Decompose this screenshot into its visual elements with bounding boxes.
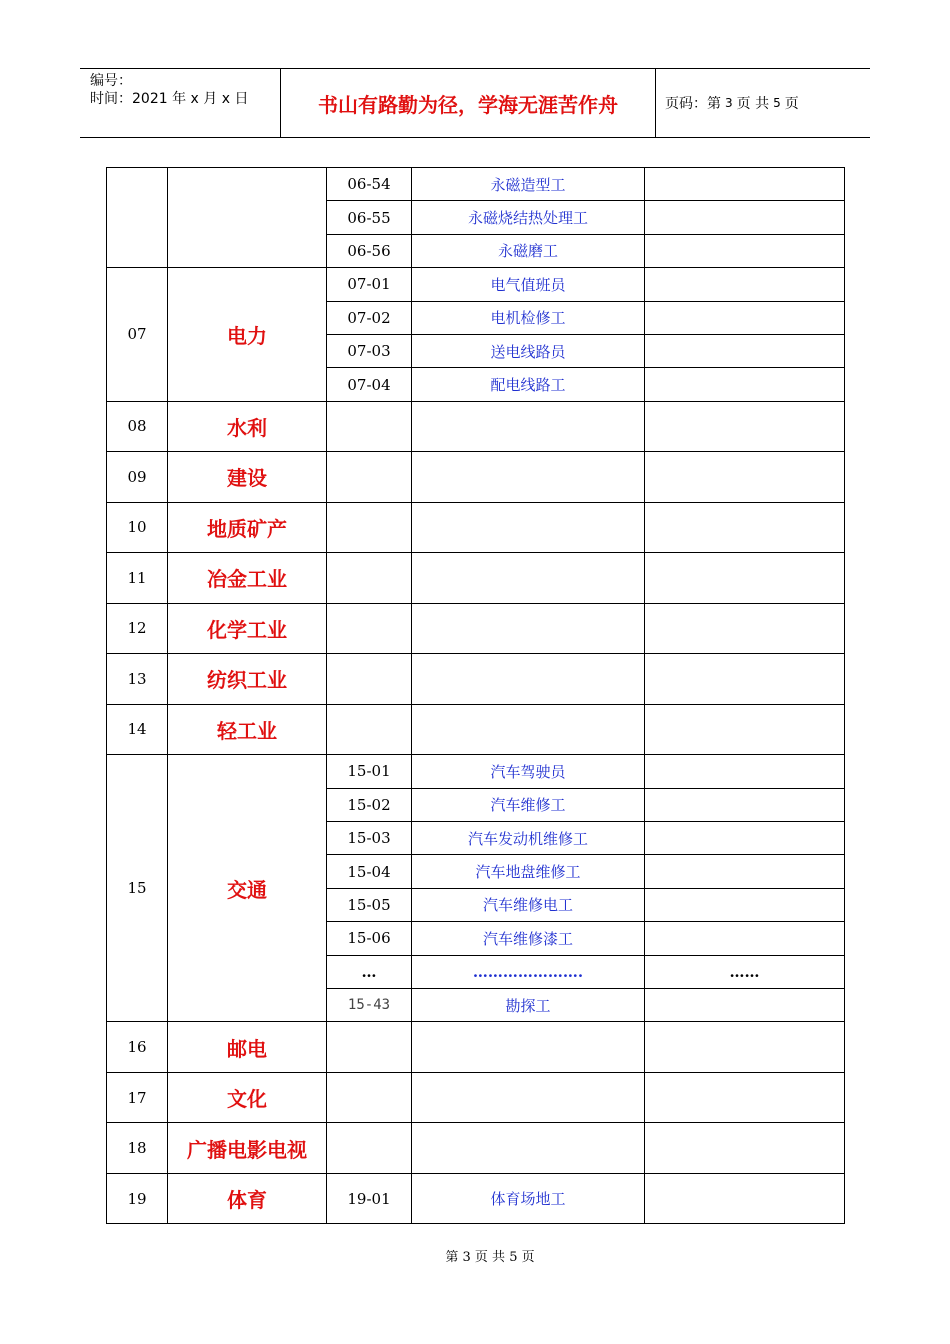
category-code: 17: [107, 1072, 168, 1123]
table-row: [107, 452, 845, 503]
job-title: [412, 1123, 645, 1174]
table-row: [107, 654, 845, 705]
extra-ellipsis: ……: [645, 955, 845, 988]
header-motto: 书山有路勤为径，学海无涯苦作舟: [281, 69, 656, 137]
job-title: 汽车发动机维修工: [412, 822, 645, 855]
table-row: [107, 1173, 845, 1224]
sub-code: 19-01: [327, 1173, 412, 1224]
extra-cell: [645, 855, 845, 888]
sub-code: [327, 401, 412, 452]
job-title: 永磁烧结热处理工: [412, 201, 645, 234]
category-code: 11: [107, 553, 168, 604]
category-name-cell: [168, 168, 327, 268]
job-title: 汽车维修工: [412, 788, 645, 821]
table-row: [107, 704, 845, 755]
extra-cell: [645, 788, 845, 821]
sub-code: 15-01: [327, 755, 412, 788]
job-title: 汽车维修漆工: [412, 922, 645, 955]
sub-code: [327, 1022, 412, 1073]
sub-code-ellipsis: …: [327, 955, 412, 988]
sub-code: 15-03: [327, 822, 412, 855]
table-row: [107, 268, 845, 301]
extra-cell: [645, 654, 845, 705]
category-code-cell: [107, 168, 168, 268]
category-name: 电力: [168, 268, 327, 402]
job-title: [412, 704, 645, 755]
category-code: 19: [107, 1173, 168, 1224]
header-page-info: [655, 69, 870, 137]
sub-code: [327, 1072, 412, 1123]
job-title: [412, 502, 645, 553]
sub-code: 15-02: [327, 788, 412, 821]
extra-cell: [645, 988, 845, 1021]
extra-cell: [645, 234, 845, 267]
sub-code: 15-05: [327, 888, 412, 921]
job-title: 电气值班员: [412, 268, 645, 301]
sub-code: [327, 654, 412, 705]
job-title: 汽车驾驶员: [412, 755, 645, 788]
table-row: [107, 1022, 845, 1073]
header-date-label: 时间：2021 年 x 月 x 日: [90, 91, 249, 107]
header-page-mid: 页 共: [736, 96, 770, 112]
header-meta: [80, 69, 281, 137]
job-title: 永磁磨工: [412, 234, 645, 267]
header-number-label: 编号：: [90, 73, 132, 89]
category-name: 地质矿产: [168, 502, 327, 553]
table-row: [107, 603, 845, 654]
header-page-suffix: 页: [784, 96, 799, 112]
category-code: 09: [107, 452, 168, 503]
job-title: 汽车地盘维修工: [412, 855, 645, 888]
category-name: 建设: [168, 452, 327, 503]
table-row: [107, 1072, 845, 1123]
category-code: 13: [107, 654, 168, 705]
job-title: [412, 1072, 645, 1123]
extra-cell: [645, 822, 845, 855]
sub-code: 06-55: [327, 201, 412, 234]
sub-code: 07-01: [327, 268, 412, 301]
header-page-current: 3: [725, 96, 733, 110]
sub-code: [327, 704, 412, 755]
extra-cell: [645, 368, 845, 401]
category-code: 12: [107, 603, 168, 654]
category-name: 文化: [168, 1072, 327, 1123]
header-page-prefix: 页码：第: [665, 96, 721, 112]
extra-cell: [645, 301, 845, 334]
job-title: [412, 452, 645, 503]
table-row: [107, 168, 845, 201]
category-name: 化学工业: [168, 603, 327, 654]
table-row: [107, 755, 845, 788]
job-title: [412, 654, 645, 705]
extra-cell: [645, 1173, 845, 1224]
job-title: [412, 603, 645, 654]
page-header: [80, 68, 870, 138]
sub-code: 07-03: [327, 334, 412, 367]
category-code: 14: [107, 704, 168, 755]
extra-cell: [645, 603, 845, 654]
sub-code: 15-43: [327, 988, 412, 1021]
category-code: 10: [107, 502, 168, 553]
category-name: 体育: [168, 1173, 327, 1224]
sub-code: [327, 502, 412, 553]
table-row: [107, 553, 845, 604]
category-code: 08: [107, 401, 168, 452]
category-name: 水利: [168, 401, 327, 452]
job-title: 永磁造型工: [412, 168, 645, 201]
job-title: 汽车维修电工: [412, 888, 645, 921]
job-title: [412, 553, 645, 604]
category-name: 邮电: [168, 1022, 327, 1073]
job-title: [412, 1022, 645, 1073]
extra-cell: [645, 553, 845, 604]
extra-cell: [645, 502, 845, 553]
sub-code: [327, 553, 412, 604]
category-name: 轻工业: [168, 704, 327, 755]
extra-cell: [645, 401, 845, 452]
extra-cell: [645, 922, 845, 955]
sub-code: 15-04: [327, 855, 412, 888]
job-title: 配电线路工: [412, 368, 645, 401]
table-row: [107, 502, 845, 553]
job-title: 送电线路员: [412, 334, 645, 367]
extra-cell: [645, 201, 845, 234]
sub-code: 07-04: [327, 368, 412, 401]
job-title-ellipsis: ………………….: [412, 955, 645, 988]
extra-cell: [645, 755, 845, 788]
category-code: 16: [107, 1022, 168, 1073]
category-code: 15: [107, 755, 168, 1022]
occupation-table: [106, 167, 845, 1224]
job-title: [412, 401, 645, 452]
job-title: 电机检修工: [412, 301, 645, 334]
category-name: 纺织工业: [168, 654, 327, 705]
extra-cell: [645, 168, 845, 201]
extra-cell: [645, 1022, 845, 1073]
sub-code: 06-56: [327, 234, 412, 267]
category-name: 广播电影电视: [168, 1123, 327, 1174]
extra-cell: [645, 1072, 845, 1123]
sub-code: [327, 1123, 412, 1174]
extra-cell: [645, 268, 845, 301]
sub-code: [327, 603, 412, 654]
extra-cell: [645, 1123, 845, 1174]
extra-cell: [645, 704, 845, 755]
category-code: 18: [107, 1123, 168, 1174]
table-row: [107, 1123, 845, 1174]
category-name: 冶金工业: [168, 553, 327, 604]
category-code: 07: [107, 268, 168, 402]
extra-cell: [645, 334, 845, 367]
table-row: [107, 401, 845, 452]
extra-cell: [645, 452, 845, 503]
sub-code: [327, 452, 412, 503]
job-title: 体育场地工: [412, 1173, 645, 1224]
extra-cell: [645, 888, 845, 921]
page-footer: 第 3 页 共 5 页: [445, 1250, 535, 1265]
sub-code: 07-02: [327, 301, 412, 334]
job-title: 勘探工: [412, 988, 645, 1021]
sub-code: 15-06: [327, 922, 412, 955]
category-name: 交通: [168, 755, 327, 1022]
header-page-total: 5: [773, 96, 781, 110]
sub-code: 06-54: [327, 168, 412, 201]
